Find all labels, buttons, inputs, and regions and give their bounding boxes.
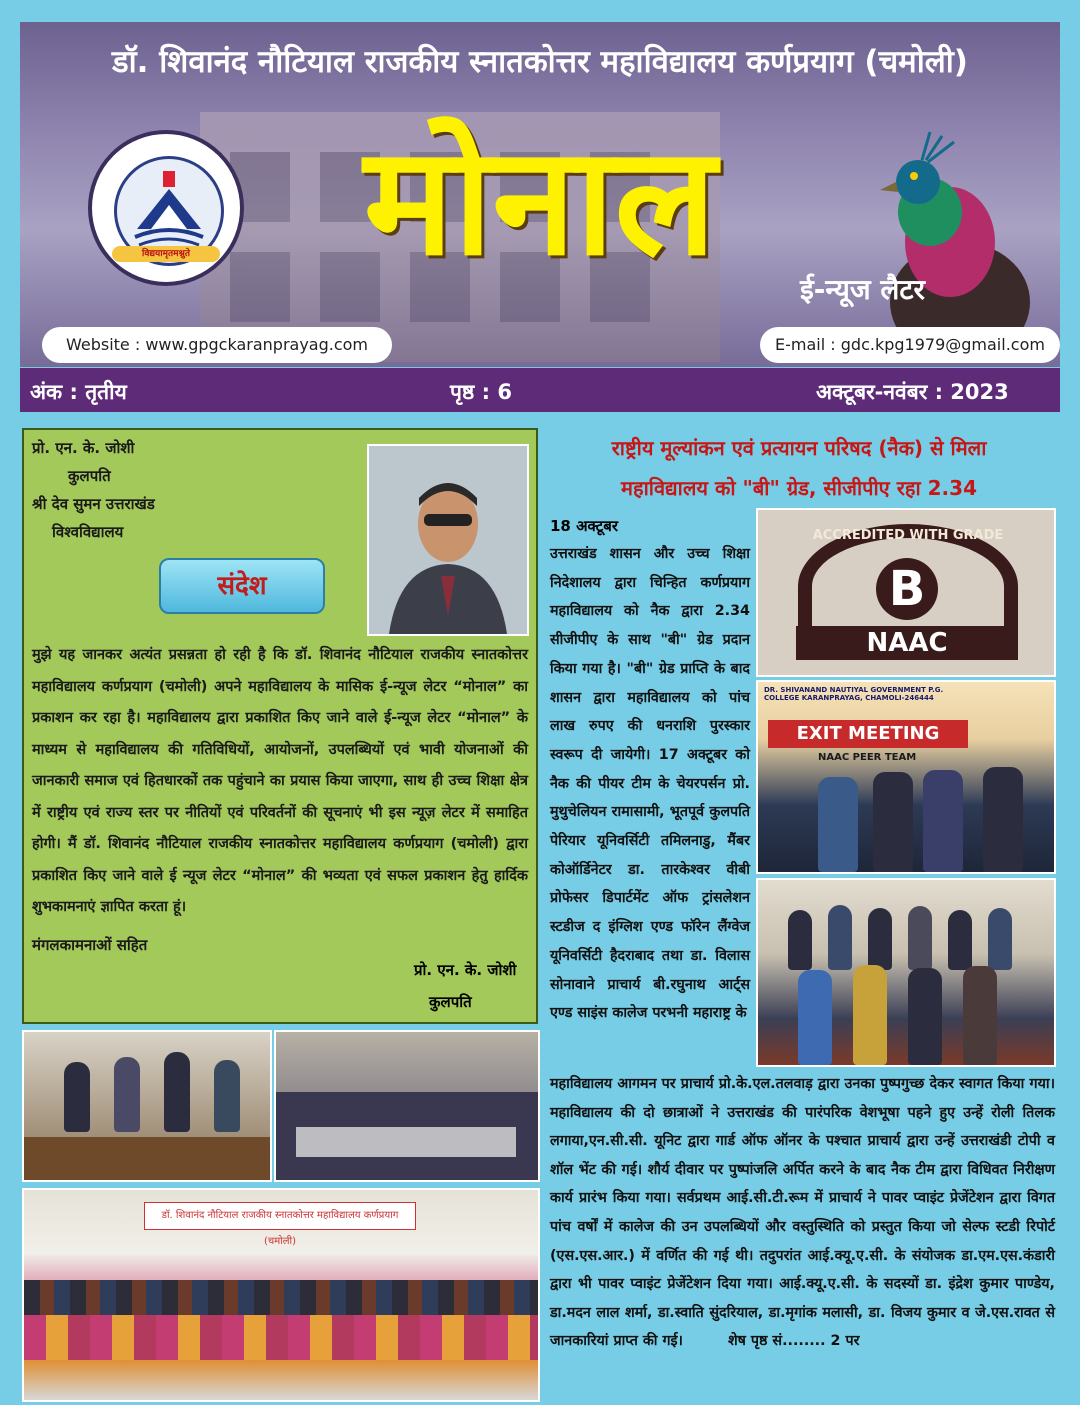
naac-grade-badge: [756, 508, 1056, 677]
exit-sub-title: NAAC PEER TEAM: [818, 752, 917, 763]
badge-label: NAAC: [796, 626, 1018, 660]
meeting-photo: [22, 1030, 272, 1182]
author-name: प्रो. एन. के. जोशी: [32, 439, 135, 457]
signature-title: कुलपति: [429, 993, 472, 1011]
article-column-text: उत्तराखंड शासन और उच्च शिक्षा निदेशालय द्वारा चिन्हित कर्णप्रयाग महाविद्यालय को नैक द्वारा 2.34 सीजीपीए के साथ "बी" ग्रेड प्रदान किया गया है। "बी" ग्रेड प्राप्ति के बाद शासन द्वारा महाविद्यालय को पांच लाख रुपए की धनराशि पुरस्कार स्वरूप दी जायेगी। 17 अक्टूबर को नैक की पीयर टीम के चेयरपर्सन प्रो. मुथुचेलियन रामासामी, भूतपूर्व कुलपति पेरियार यूनिवर्सिटी तमिलनाडु, मैंबर कोऑर्डिनेटर डा. तारकेश्वर वीबी प्रोफेसर डिपार्टमेंट ऑफ ट्रांसलेशन स्टडीज द इंग्लिश एण्ड फॉरेन लैंग्वेज यूनिवर्सिटी हैदराबाद तथा डा. विलास सोनावाने प्राचार्य बी.रघुनाथ आर्ट्स एण्ड साइंस कालेज परभनी महाराष्ट्र के: [550, 546, 750, 1022]
issue-date: अक्टूबर-नवंबर : 2023: [816, 380, 1009, 404]
vc-message-box: [22, 428, 538, 1024]
group-cultural-photo: [22, 1188, 540, 1402]
headline-line2: महाविद्यालय को "बी" ग्रेड, सीजीपीए रहा 2.34: [621, 476, 977, 500]
message-body: मुझे यह जानकर अत्यंत प्रसन्नता हो रही है कि डॉ. शिवानंद नौटियाल राजकीय स्नातकोत्तर महाविद्यालय कर्णप्रयाग (चमोली) अपने महाविद्यालय के मासिक ई-न्यूज लेटर “मोनाल” का प्रकाशन कर रहा है। महाविद्यालय द्वारा प्रकाशित किए जाने वाले ई-न्यूज लेटर “मोनाल” के माध्यम से महाविद्यालय की गतिविधियों, आयोजनों, उपलब्धियों एवं भावी योजनाओं की जानकारी समाज एवं हितधारकों तक पहुंचाने का प्रयास किया जाएगा, साथ ही उच्च शिक्षा क्षेत्र में राष्ट्रीय एवं राज्य स्तर पर नीतियों एवं परिवर्तनों की सूचनाएं भी इस न्यूज़ लेटर में समाहित होगी। मैं डॉ. शिवानंद नौटियाल राजकीय स्नातकोत्तर महाविद्यालय कर्णप्रयाग (चमोली) द्वारा प्रकाशित किए जाने वाले ई न्यूज लेटर “मोनाल” की भव्यता एवं सफल प्रकाशन हेतु हार्दिक शुभकामनाएं ज्ञापित करता हूं।: [32, 647, 528, 915]
author-title: कुलपति: [68, 467, 111, 485]
badge-grade: B: [876, 558, 938, 620]
article-headline: [540, 428, 1058, 508]
continued-note: शेष पृष्ठ सं........ 2 पर: [727, 1333, 860, 1350]
article-wide-text: [550, 1070, 1055, 1356]
badge-arc-text: ACCREDITED WITH GRADE: [812, 528, 1004, 543]
university-line1: श्री देव सुमन उत्तराखंड: [32, 495, 155, 513]
college-name: डॉ. शिवानंद नौटियाल राजकीय स्नातकोत्तर महाविद्यालय कर्णप्रयाग (चमोली): [112, 44, 968, 80]
article-date: 18 अक्टूबर: [550, 517, 618, 535]
page-number: पृष्ठ : 6: [450, 380, 512, 404]
headline-line1: राष्ट्रीय मूल्यांकन एवं प्रत्यायन परिषद (नैक) से मिला: [611, 436, 987, 460]
masthead: [20, 22, 1060, 367]
signature-name: प्रो. एन. के. जोशी: [414, 961, 517, 979]
issue-number: अंक : तृतीय: [30, 380, 127, 404]
exit-meeting-photo: [756, 680, 1056, 874]
message-heading: संदेश: [159, 558, 325, 614]
enews-subtitle: ई-न्यूज लैटर: [800, 273, 925, 306]
message-closing: मंगलकामनाओं सहित: [32, 936, 148, 954]
presentation-photo: [274, 1030, 540, 1182]
university-line2: विश्वविद्यालय: [52, 523, 124, 541]
article-continuation: महाविद्यालय आगमन पर प्राचार्य प्रो.के.एल.तलवाड़ द्वारा उनका पुष्पगुच्छ देकर स्वागत किया गया। महाविद्यालय की दो छात्राओं ने उत्तराखंड की पारंपरिक वेशभूषा पहने हुए उन्हें रोली तिलक लगाया,एन.सी.सी. यूनिट द्वारा गार्ड ऑफ ऑनर के पश्चात प्राचार्य द्वारा उन्हें उत्तराखंडी टोपी व शॉल भेंट की गई। शौर्य दीवार पर पुष्पांजलि अर्पित करने के बाद नैक टीम द्वारा विधिवत निरीक्षण कार्य प्रारंभ किया गया। सर्वप्रथम आई.सी.टी.रूम में प्राचार्य ने पावर प्वाइंट प्रेजेंटेशन द्वारा विगत पांच वर्षों में कालेज की उन उपलब्धियों और वस्तुस्थिति को प्रस्तुत किया जो सेल्फ स्टडी रिपोर्ट (एस.एस.आर.) में वर्णित की गई थी। तदुपरांत आई.क्यू.ए.सी. के संयोजक डा.एम.एस.कंडारी द्वारा भी पावर प्वाइंट प्रेजेंटेशन दिया गया। आई.क्यू.ए.सी. के सदस्यों डा. इंद्रेश कुमार पाण्डेय, डा.मदन लाल शर्मा, डा.स्वाति सुंदरियाल, डा.मृगांक मलासी, डा. विजय कुमार व जे.एस.रावत से जानकारियां प्राप्त की गई।: [550, 1076, 1055, 1350]
exit-meeting-title: EXIT MEETING: [768, 720, 968, 748]
exit-college-text: DR. SHIVANAND NAUTIYAL GOVERNMENT P.G. COLLEGE KARANPRAYAG, CHAMOLI-246444: [764, 686, 944, 702]
person-photo-icon: [369, 446, 527, 634]
naac-team-group-photo: [756, 878, 1056, 1067]
logo-motto: विद्ययामृतमश्नुते: [112, 246, 220, 262]
vc-portrait: [367, 444, 529, 636]
email-link[interactable]: E-mail : gdc.kpg1979@gmail.com: [775, 335, 1045, 354]
website-link[interactable]: Website : www.gpgckaranprayag.com: [65, 335, 369, 354]
newsletter-title: मोनाल: [363, 115, 717, 289]
issue-bar: [20, 368, 1060, 412]
college-banner: डॉ. शिवानंद नौटियाल राजकीय स्नातकोत्तर महाविद्यालय कर्णप्रयाग (चमोली): [144, 1202, 416, 1230]
